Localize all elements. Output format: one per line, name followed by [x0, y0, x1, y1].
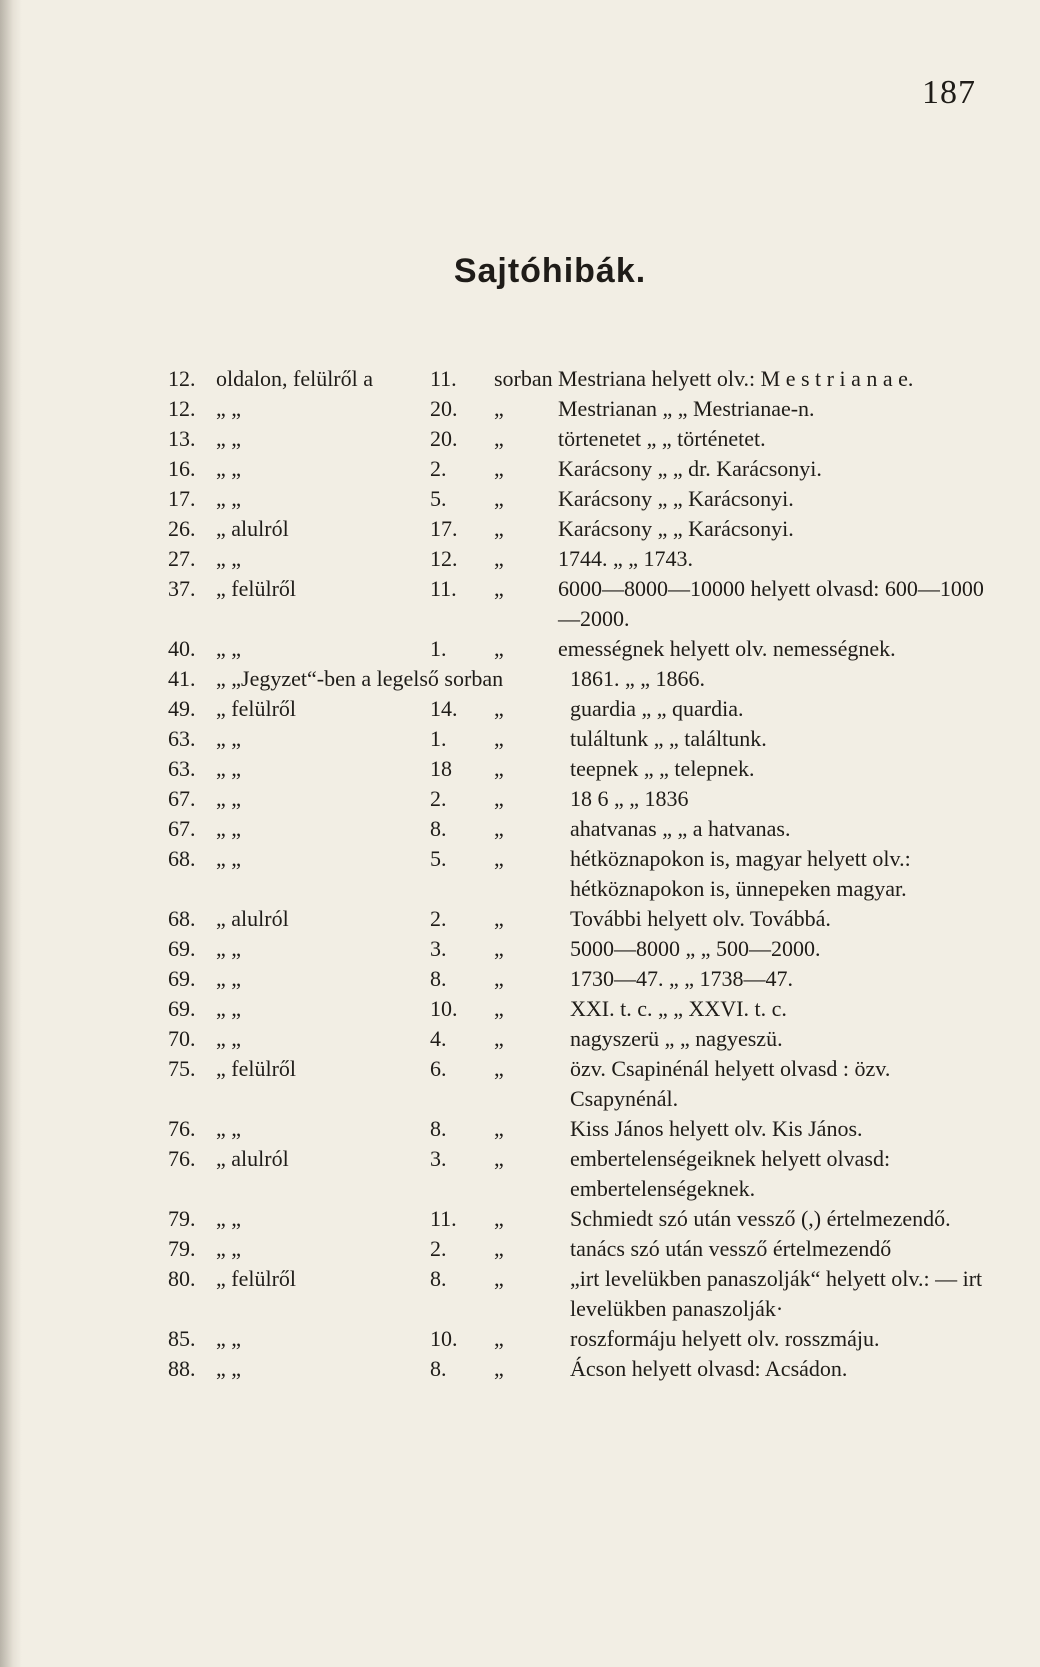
page-number: 187	[922, 74, 976, 111]
errata-row	[168, 814, 998, 844]
page-edge-shadow	[0, 0, 22, 1667]
errata-correction: 18 6 „ „ 1836	[570, 786, 689, 811]
errata-row	[168, 844, 998, 904]
errata-correction: törtenetet „ „ történetet.	[558, 426, 766, 451]
errata-line: 20.	[430, 396, 458, 421]
errata-row	[168, 454, 998, 484]
errata-row	[168, 1114, 998, 1144]
errata-position: „ alulról	[216, 516, 289, 541]
page-title: Sajtóhibák.	[453, 252, 647, 290]
errata-page: 76.	[168, 1116, 196, 1141]
errata-position: „ „	[216, 726, 242, 751]
errata-row	[168, 994, 998, 1024]
errata-row	[168, 1054, 998, 1114]
errata-sorban: „	[494, 546, 504, 571]
errata-position: „ „	[216, 486, 242, 511]
errata-line: 14.	[430, 696, 458, 721]
errata-line: 10.	[430, 996, 458, 1021]
errata-page: 69.	[168, 936, 196, 961]
errata-correction: 1861. „ „ 1866.	[570, 666, 706, 691]
errata-correction: „irt levelükben panaszolják“ helyett olv.: — irt levelükben panaszolják·	[570, 1266, 983, 1321]
errata-page: 79.	[168, 1206, 196, 1231]
errata-page: 76.	[168, 1146, 196, 1171]
errata-line: 8.	[430, 1116, 447, 1141]
errata-line: 10.	[430, 1326, 458, 1351]
errata-position: „ „	[216, 1116, 242, 1141]
errata-position: „ „Jegyzet“-ben a legelső sorban	[216, 666, 504, 691]
errata-position: „ alulról	[216, 1146, 289, 1171]
errata-row	[168, 514, 998, 544]
errata-position: oldalon, felülről a	[216, 366, 374, 391]
errata-line: 8.	[430, 1356, 447, 1381]
errata-row	[168, 394, 998, 424]
errata-position: „ „	[216, 546, 242, 571]
errata-page: 63.	[168, 756, 196, 781]
errata-correction: Karácsony „ „ Karácsonyi.	[558, 516, 794, 541]
errata-correction: embertelenségeiknek helyett olvasd: embertelenségeknek.	[570, 1146, 891, 1201]
errata-page: 69.	[168, 966, 196, 991]
errata-correction: tuláltunk „ „ találtunk.	[570, 726, 767, 751]
errata-position: „ „	[216, 1026, 242, 1051]
errata-position: „ „	[216, 636, 242, 661]
errata-row	[168, 1204, 998, 1234]
errata-sorban: „	[494, 846, 504, 871]
errata-correction: 1730—47. „ „ 1738—47.	[570, 966, 794, 991]
errata-sorban: „	[494, 486, 504, 511]
errata-correction: Mestriana helyett olv.: M e s t r i a n a e.	[558, 366, 914, 391]
errata-correction: Kiss János helyett olv. Kis János.	[570, 1116, 863, 1141]
errata-line: 3.	[430, 936, 447, 961]
errata-page: 16.	[168, 456, 196, 481]
errata-sorban: „	[494, 576, 504, 601]
errata-sorban: „	[494, 756, 504, 781]
errata-correction: tanács szó után vessző értelmezendő	[570, 1236, 892, 1261]
errata-row	[168, 664, 998, 694]
errata-correction: nagyszerü „ „ nagyeszü.	[570, 1026, 783, 1051]
errata-line: 5.	[430, 846, 447, 871]
errata-sorban: „	[494, 1116, 504, 1141]
errata-row	[168, 964, 998, 994]
errata-position: „ „	[216, 426, 242, 451]
errata-row	[168, 694, 998, 724]
errata-correction: teepnek „ „ telepnek.	[570, 756, 755, 781]
errata-position: „ „	[216, 1236, 242, 1261]
errata-sorban: „	[494, 1056, 504, 1081]
errata-sorban: „	[494, 1146, 504, 1171]
errata-correction: 6000—8000—10000 helyett olvasd: 600—1000—2000.	[558, 576, 984, 631]
errata-row	[168, 784, 998, 814]
errata-page: 69.	[168, 996, 196, 1021]
errata-correction: További helyett olv. Továbbá.	[570, 906, 831, 931]
errata-sorban: „	[494, 936, 504, 961]
errata-correction: 5000—8000 „ „ 500—2000.	[570, 936, 821, 961]
errata-page: 13.	[168, 426, 196, 451]
errata-page: 79.	[168, 1236, 196, 1261]
errata-row	[168, 754, 998, 784]
errata-position: „ felülről	[216, 1056, 297, 1081]
errata-page: 63.	[168, 726, 196, 751]
errata-line: 2.	[430, 1236, 447, 1261]
errata-sorban: „	[494, 1326, 504, 1351]
errata-sorban: „	[494, 426, 504, 451]
errata-row	[168, 934, 998, 964]
errata-page: 68.	[168, 906, 196, 931]
errata-row	[168, 634, 998, 664]
errata-line: 11.	[430, 1206, 457, 1231]
errata-page: 67.	[168, 816, 196, 841]
errata-line: 4.	[430, 1026, 447, 1051]
errata-line: 2.	[430, 906, 447, 931]
errata-sorban: „	[494, 786, 504, 811]
errata-sorban: „	[494, 726, 504, 751]
errata-position: „ „	[216, 756, 242, 781]
errata-position: „ „	[216, 996, 242, 1021]
errata-page: 37.	[168, 576, 196, 601]
errata-line: 11.	[430, 576, 457, 601]
errata-sorban: „	[494, 516, 504, 541]
errata-sorban: „	[494, 816, 504, 841]
errata-line: 1.	[430, 636, 447, 661]
errata-line: 8.	[430, 966, 447, 991]
errata-page: 88.	[168, 1356, 196, 1381]
errata-sorban: „	[494, 636, 504, 661]
errata-row	[168, 904, 998, 934]
errata-list	[168, 364, 998, 1384]
errata-row	[168, 1234, 998, 1264]
errata-position: „ „	[216, 1356, 242, 1381]
errata-correction: özv. Csapinénál helyett olvasd : özv. Csapynénál.	[570, 1056, 891, 1111]
errata-page: 49.	[168, 696, 196, 721]
errata-row	[168, 724, 998, 754]
errata-page: 26.	[168, 516, 196, 541]
errata-row	[168, 484, 998, 514]
errata-page: 70.	[168, 1026, 196, 1051]
errata-correction: Mestrianan „ „ Mestrianae-n.	[558, 396, 815, 421]
errata-position: „ alulról	[216, 906, 289, 931]
errata-sorban: „	[494, 1236, 504, 1261]
errata-correction: guardia „ „ quardia.	[570, 696, 744, 721]
errata-position: „ „	[216, 396, 242, 421]
errata-line: 18	[430, 756, 452, 781]
errata-correction: Ácson helyett olvasd: Acsádon.	[570, 1356, 848, 1381]
errata-page: 80.	[168, 1266, 196, 1291]
errata-position: „ „	[216, 966, 242, 991]
errata-row	[168, 364, 998, 394]
errata-line: 20.	[430, 426, 458, 451]
errata-page: 27.	[168, 546, 196, 571]
errata-correction: roszformáju helyett olv. rosszmáju.	[570, 1326, 880, 1351]
errata-sorban: „	[494, 1026, 504, 1051]
errata-row	[168, 544, 998, 574]
errata-row	[168, 1264, 998, 1324]
errata-position: „ „	[216, 936, 242, 961]
errata-line: 8.	[430, 1266, 447, 1291]
errata-position: „ felülről	[216, 696, 297, 721]
errata-correction: emességnek helyett olv. nemességnek.	[558, 636, 896, 661]
errata-sorban: sorban	[494, 366, 553, 391]
errata-position: „ „	[216, 456, 242, 481]
errata-line: 2.	[430, 456, 447, 481]
errata-page: 12.	[168, 396, 196, 421]
errata-row	[168, 1354, 998, 1384]
errata-sorban: „	[494, 1356, 504, 1381]
errata-line: 3.	[430, 1146, 447, 1171]
errata-sorban: „	[494, 966, 504, 991]
errata-sorban: „	[494, 1266, 504, 1291]
errata-line: 5.	[430, 486, 447, 511]
errata-sorban: „	[494, 1206, 504, 1231]
errata-line: 8.	[430, 816, 447, 841]
errata-line: 12.	[430, 546, 458, 571]
errata-row	[168, 1144, 998, 1204]
errata-page: 40.	[168, 636, 196, 661]
errata-position: „ felülről	[216, 1266, 297, 1291]
errata-position: „ „	[216, 786, 242, 811]
errata-line: 6.	[430, 1056, 447, 1081]
errata-page: 17.	[168, 486, 196, 511]
errata-position: „ „	[216, 1206, 242, 1231]
errata-page: 41.	[168, 666, 196, 691]
errata-correction: XXI. t. c. „ „ XXVI. t. c.	[570, 996, 787, 1021]
errata-row	[168, 574, 998, 634]
errata-line: 17.	[430, 516, 458, 541]
errata-position: „ felülről	[216, 576, 297, 601]
errata-page: 67.	[168, 786, 196, 811]
errata-position: „ „	[216, 816, 242, 841]
errata-page: 85.	[168, 1326, 196, 1351]
errata-correction: ahatvanas „ „ a hatvanas.	[570, 816, 791, 841]
errata-page: 75.	[168, 1056, 196, 1081]
errata-page: 68.	[168, 846, 196, 871]
errata-sorban: „	[494, 396, 504, 421]
errata-correction: Karácsony „ „ Karácsonyi.	[558, 486, 794, 511]
errata-sorban: „	[494, 996, 504, 1021]
errata-line: 1.	[430, 726, 447, 751]
errata-sorban: „	[494, 456, 504, 481]
errata-line: 2.	[430, 786, 447, 811]
errata-sorban: „	[494, 696, 504, 721]
errata-row	[168, 424, 998, 454]
errata-correction: hétköznapokon is, magyar helyett olv.: hétköznapokon is, ünnepeken magyar.	[570, 846, 911, 901]
errata-position: „ „	[216, 1326, 242, 1351]
errata-row	[168, 1024, 998, 1054]
errata-position: „ „	[216, 846, 242, 871]
errata-correction: Karácsony „ „ dr. Karácsonyi.	[558, 456, 822, 481]
errata-correction: 1744. „ „ 1743.	[558, 546, 694, 571]
errata-page: 12.	[168, 366, 196, 391]
errata-line: 11.	[430, 366, 457, 391]
errata-sorban: „	[494, 906, 504, 931]
errata-correction: Schmiedt szó után vessző (,) értelmezendő.	[570, 1206, 951, 1231]
errata-row	[168, 1324, 998, 1354]
